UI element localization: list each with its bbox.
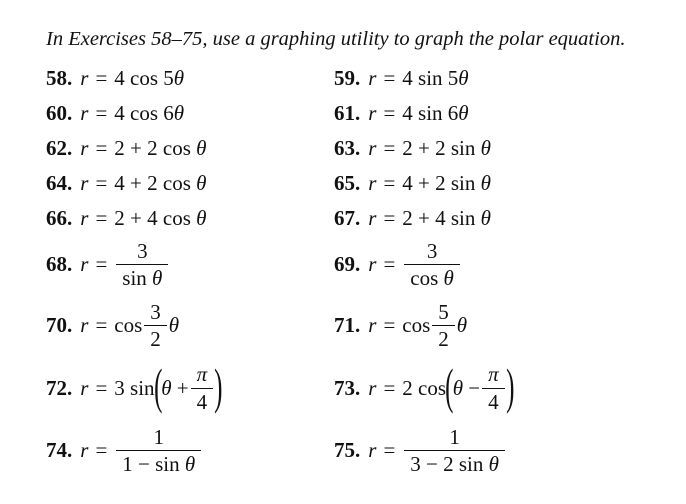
variable: r <box>368 101 377 125</box>
variable: r <box>80 136 89 160</box>
denominator: 3 − 2 sin θ <box>404 450 505 475</box>
exercise-number: 63. <box>334 136 361 160</box>
exercise-number: 61. <box>334 101 361 125</box>
variable: r <box>368 313 377 338</box>
exercise-number: 68. <box>46 252 73 277</box>
exercise-71: 71. r = cos $\frac{5}{2}$ θ <box>334 300 468 352</box>
numerator: 3 <box>426 239 438 263</box>
variable: r <box>368 136 377 160</box>
denominator: sin θ <box>116 264 168 289</box>
exercise-number: 64. <box>46 171 73 195</box>
exercise-number: 65. <box>334 171 361 195</box>
exercise-61: 61. r = 4 sin 6θ <box>334 101 469 125</box>
fraction <box>404 426 505 475</box>
exercise-75: 75. r = $\frac{1}{\text{3 − 2 sin θ}}$ <box>334 426 507 475</box>
function-name: cos <box>402 313 431 338</box>
fraction <box>144 301 167 350</box>
variable: r <box>80 313 89 338</box>
exercise-number: 72. <box>46 375 73 400</box>
denominator: 1 − sin θ <box>116 450 201 475</box>
expression: 2 + 4 sin θ <box>402 206 491 230</box>
exercise-62: 62. r = 2 + 2 cos θ <box>46 136 207 160</box>
exercise-66: 66. r = 2 + 4 cos θ <box>46 206 207 230</box>
expression: 4 cos 6θ <box>114 101 185 125</box>
exercise-number: 67. <box>334 206 361 230</box>
exercise-64: 64. r = 4 + 2 cos θ <box>46 171 207 195</box>
exercise-number: 62. <box>46 136 73 160</box>
fraction <box>404 240 460 289</box>
numerator: 3 <box>137 239 148 263</box>
function-name: cos <box>114 313 143 338</box>
theta: θ <box>168 313 180 338</box>
numerator: π <box>488 362 499 387</box>
variable: r <box>80 375 89 400</box>
function-name: 2 cos <box>402 375 447 400</box>
exercise-70: 70. r = cos $\frac{3}{2}$ θ <box>46 300 180 352</box>
exercise-number: 66. <box>46 206 73 230</box>
variable: r <box>80 101 89 125</box>
exercise-60: 60. r = 4 cos 6θ <box>46 101 185 125</box>
exercise-number: 71. <box>334 313 361 338</box>
exercise-74: 74. r = $\frac{1}{\text{1 − sin θ}}$ <box>46 426 203 475</box>
expression: 4 cos 5θ <box>114 66 185 90</box>
fraction <box>432 301 455 350</box>
numerator: 1 <box>153 425 164 449</box>
denominator: 2 <box>432 325 455 350</box>
denominator: 4 <box>482 388 505 413</box>
numerator: π <box>196 362 208 387</box>
denominator: cos θ <box>404 264 460 289</box>
exercise-number: 60. <box>46 101 73 125</box>
right-paren: ) <box>214 358 223 414</box>
numerator: 5 <box>438 300 449 324</box>
right-paren: ) <box>505 358 515 414</box>
variable: r <box>80 206 89 230</box>
instructions: In Exercises 58–75, use a graphing utility to graph the polar equation. <box>46 28 626 50</box>
exercise-73: 73. r = 2 cos ( θ − $\frac{\pi}{4}$ ) <box>334 358 515 414</box>
variable: r <box>80 66 89 90</box>
fraction <box>116 240 168 289</box>
exercise-number: 70. <box>46 313 73 338</box>
variable: r <box>368 206 377 230</box>
exercise-63: 63. r = 2 + 2 sin θ <box>334 136 491 160</box>
exercise-68: 68. r = $\frac{3}{\text{sin θ}}$ <box>46 240 170 289</box>
fraction <box>116 426 201 475</box>
variable: r <box>368 438 377 463</box>
exercise-number: 73. <box>334 375 361 400</box>
exercise-69: 69. r = $\frac{3}{\text{cos θ}}$ <box>334 240 462 289</box>
variable: r <box>368 171 377 195</box>
exercise-72: 72. r = 3 sin ( θ + $\frac{\pi}{4}$ ) <box>46 358 223 414</box>
numerator: 1 <box>449 425 460 449</box>
exercise-59: 59. r = 4 sin 5θ <box>334 66 469 90</box>
fraction <box>191 363 214 412</box>
expression: 4 sin 5θ <box>402 66 469 90</box>
denominator: 2 <box>144 325 167 350</box>
function-name: 3 sin <box>114 375 155 400</box>
exercise-number: 59. <box>334 66 361 90</box>
expression: 4 sin 6θ <box>402 101 469 125</box>
theta: θ <box>456 313 468 338</box>
expression: 2 + 4 cos θ <box>114 206 207 230</box>
variable: r <box>368 252 377 277</box>
left-paren: ( <box>445 358 454 414</box>
exercise-number: 69. <box>334 252 361 277</box>
denominator: 4 <box>191 388 214 413</box>
exercise-number: 58. <box>46 66 73 90</box>
expression: 2 + 2 cos θ <box>114 136 207 160</box>
exercise-number: 74. <box>46 438 73 463</box>
inner-expression: θ − <box>452 375 481 400</box>
variable: r <box>80 438 89 463</box>
numerator: 3 <box>150 300 161 324</box>
expression: 4 + 2 sin θ <box>402 171 491 195</box>
expression: 4 + 2 cos θ <box>114 171 207 195</box>
exercise-number: 75. <box>334 438 361 463</box>
exercise-65: 65. r = 4 + 2 sin θ <box>334 171 491 195</box>
exercise-58: 58. r = 4 cos 5θ <box>46 66 185 90</box>
variable: r <box>80 171 89 195</box>
exercise-67: 67. r = 2 + 4 sin θ <box>334 206 491 230</box>
variable: r <box>80 252 89 277</box>
inner-expression: θ + <box>161 375 189 400</box>
left-paren: ( <box>153 358 163 414</box>
fraction <box>482 363 505 412</box>
variable: r <box>368 375 377 400</box>
expression: 2 + 2 sin θ <box>402 136 491 160</box>
variable: r <box>368 66 377 90</box>
